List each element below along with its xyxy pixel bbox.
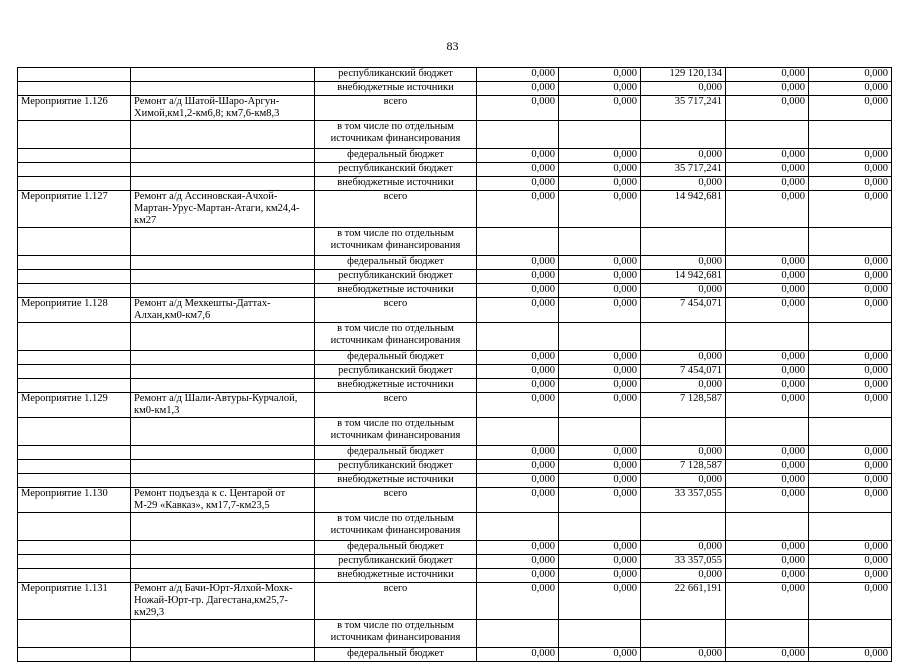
amount-cell: 0,000 — [477, 648, 559, 662]
amount-cell: 0,000 — [726, 365, 809, 379]
amount-cell: 33 357,055 — [641, 488, 726, 513]
amount-cell: 0,000 — [809, 191, 892, 228]
amount-cell: 0,000 — [809, 163, 892, 177]
event-name-cell — [131, 256, 315, 270]
amount-cell: 0,000 — [809, 256, 892, 270]
event-cell — [18, 569, 131, 583]
amount-cell: 0,000 — [559, 256, 641, 270]
amount-cell: 0,000 — [559, 569, 641, 583]
amount-cell: 0,000 — [559, 474, 641, 488]
funding-source-cell: в том числе по отдельным источникам финансирования — [315, 228, 477, 256]
amount-cell: 0,000 — [726, 256, 809, 270]
amount-cell: 0,000 — [809, 488, 892, 513]
event-cell — [18, 256, 131, 270]
amount-cell — [809, 418, 892, 446]
table-row — [18, 393, 892, 418]
amount-cell: 0,000 — [809, 446, 892, 460]
event-name-cell — [131, 541, 315, 555]
amount-cell — [559, 323, 641, 351]
event-cell — [18, 163, 131, 177]
amount-cell: 0,000 — [477, 365, 559, 379]
event-cell — [18, 177, 131, 191]
amount-cell: 0,000 — [726, 488, 809, 513]
amount-cell — [559, 513, 641, 541]
amount-cell: 0,000 — [809, 177, 892, 191]
funding-source-cell: республиканский бюджет — [315, 460, 477, 474]
event-cell — [18, 121, 131, 149]
funding-source-cell: в том числе по отдельным источникам финансирования — [315, 513, 477, 541]
amount-cell: 0,000 — [726, 163, 809, 177]
amount-cell — [726, 121, 809, 149]
amount-cell: 0,000 — [641, 379, 726, 393]
event-name-cell — [131, 68, 315, 82]
amount-cell: 0,000 — [726, 351, 809, 365]
amount-cell: 0,000 — [726, 68, 809, 82]
amount-cell: 0,000 — [477, 351, 559, 365]
amount-cell: 0,000 — [726, 583, 809, 620]
funding-source-cell: внебюджетные источники — [315, 569, 477, 583]
amount-cell: 35 717,241 — [641, 96, 726, 121]
amount-cell: 0,000 — [477, 96, 559, 121]
amount-cell — [809, 121, 892, 149]
table-row — [18, 379, 892, 393]
amount-cell: 0,000 — [477, 460, 559, 474]
table-row — [18, 460, 892, 474]
amount-cell: 0,000 — [477, 474, 559, 488]
amount-cell: 0,000 — [809, 474, 892, 488]
amount-cell: 0,000 — [726, 648, 809, 662]
amount-cell: 0,000 — [726, 379, 809, 393]
event-name-cell — [131, 163, 315, 177]
amount-cell: 0,000 — [559, 68, 641, 82]
funding-source-cell: внебюджетные источники — [315, 379, 477, 393]
amount-cell — [559, 620, 641, 648]
funding-source-cell: всего — [315, 96, 477, 121]
funding-source-cell: федеральный бюджет — [315, 648, 477, 662]
funding-source-cell: в том числе по отдельным источникам финансирования — [315, 323, 477, 351]
amount-cell: 0,000 — [641, 474, 726, 488]
amount-cell: 0,000 — [559, 284, 641, 298]
funding-source-cell: республиканский бюджет — [315, 555, 477, 569]
funding-source-cell: в том числе по отдельным источникам финансирования — [315, 620, 477, 648]
amount-cell — [726, 228, 809, 256]
amount-cell: 0,000 — [641, 648, 726, 662]
amount-cell — [477, 513, 559, 541]
amount-cell: 0,000 — [641, 541, 726, 555]
amount-cell — [477, 121, 559, 149]
event-name: Ремонт а/д Шали-Автуры-Курчалой, км0-км1,3 — [131, 393, 315, 418]
amount-cell: 0,000 — [726, 474, 809, 488]
event-name-cell — [131, 270, 315, 284]
amount-cell: 0,000 — [641, 284, 726, 298]
amount-cell: 0,000 — [726, 555, 809, 569]
funding-source-cell: республиканский бюджет — [315, 365, 477, 379]
amount-cell: 0,000 — [559, 298, 641, 323]
amount-cell: 0,000 — [559, 648, 641, 662]
event-name-cell — [131, 555, 315, 569]
amount-cell — [477, 228, 559, 256]
amount-cell — [559, 228, 641, 256]
amount-cell: 0,000 — [809, 569, 892, 583]
event-name-cell — [131, 379, 315, 393]
amount-cell: 0,000 — [477, 256, 559, 270]
amount-cell: 0,000 — [477, 569, 559, 583]
amount-cell: 33 357,055 — [641, 555, 726, 569]
event-name-cell — [131, 82, 315, 96]
table-row — [18, 583, 892, 620]
event-number: Мероприятие 1.128 — [18, 298, 131, 323]
table-row — [18, 555, 892, 569]
event-cell — [18, 474, 131, 488]
amount-cell: 0,000 — [726, 393, 809, 418]
event-name-cell — [131, 418, 315, 446]
amount-cell: 0,000 — [477, 177, 559, 191]
event-number: Мероприятие 1.131 — [18, 583, 131, 620]
table-row — [18, 474, 892, 488]
amount-cell — [477, 620, 559, 648]
event-name-cell — [131, 648, 315, 662]
table-row — [18, 298, 892, 323]
table-row — [18, 541, 892, 555]
amount-cell: 0,000 — [809, 96, 892, 121]
table-row — [18, 149, 892, 163]
event-cell — [18, 379, 131, 393]
table-row — [18, 365, 892, 379]
amount-cell: 0,000 — [726, 460, 809, 474]
amount-cell: 0,000 — [559, 583, 641, 620]
amount-cell: 0,000 — [726, 96, 809, 121]
amount-cell: 0,000 — [641, 82, 726, 96]
amount-cell: 7 128,587 — [641, 393, 726, 418]
event-name-cell — [131, 460, 315, 474]
event-name-cell — [131, 474, 315, 488]
funding-source-cell: федеральный бюджет — [315, 351, 477, 365]
amount-cell: 35 717,241 — [641, 163, 726, 177]
amount-cell: 0,000 — [477, 446, 559, 460]
event-name: Ремонт а/д Бачи-Юрт-Ялхой-Мохк-Ножай-Юрт-гр. Дагестана,км25,7-км29,3 — [131, 583, 315, 620]
event-cell — [18, 555, 131, 569]
amount-cell: 0,000 — [559, 365, 641, 379]
amount-cell: 0,000 — [477, 163, 559, 177]
amount-cell: 0,000 — [477, 68, 559, 82]
event-number: Мероприятие 1.126 — [18, 96, 131, 121]
funding-source-cell: в том числе по отдельным источникам финансирования — [315, 418, 477, 446]
event-cell — [18, 418, 131, 446]
amount-cell: 0,000 — [726, 446, 809, 460]
amount-cell — [559, 418, 641, 446]
table-row — [18, 513, 892, 541]
table-row — [18, 96, 892, 121]
event-cell — [18, 460, 131, 474]
amount-cell: 0,000 — [477, 379, 559, 393]
event-name: Ремонт подъезда к с. Центарой от М-29 «Кавказ», км17,7-км23,5 — [131, 488, 315, 513]
event-name-cell — [131, 513, 315, 541]
event-cell — [18, 82, 131, 96]
event-name-cell — [131, 228, 315, 256]
amount-cell: 0,000 — [477, 393, 559, 418]
amount-cell: 0,000 — [641, 149, 726, 163]
event-cell — [18, 365, 131, 379]
amount-cell: 0,000 — [641, 446, 726, 460]
amount-cell: 0,000 — [477, 82, 559, 96]
event-number: Мероприятие 1.129 — [18, 393, 131, 418]
amount-cell: 0,000 — [809, 68, 892, 82]
event-cell — [18, 68, 131, 82]
amount-cell: 0,000 — [726, 298, 809, 323]
event-cell — [18, 513, 131, 541]
amount-cell: 0,000 — [809, 82, 892, 96]
amount-cell: 7 454,071 — [641, 298, 726, 323]
table-row — [18, 177, 892, 191]
amount-cell — [726, 620, 809, 648]
amount-cell — [641, 323, 726, 351]
funding-table — [17, 67, 892, 662]
amount-cell: 0,000 — [477, 270, 559, 284]
event-name-cell — [131, 177, 315, 191]
funding-source-cell: федеральный бюджет — [315, 446, 477, 460]
amount-cell: 129 120,134 — [641, 68, 726, 82]
event-name: Ремонт а/д Шатой-Шаро-Аргун-Химой,км1,2-км6,8; км7,6-км8,3 — [131, 96, 315, 121]
table-row — [18, 163, 892, 177]
amount-cell — [641, 620, 726, 648]
amount-cell: 0,000 — [559, 460, 641, 474]
amount-cell: 0,000 — [559, 446, 641, 460]
amount-cell: 0,000 — [726, 270, 809, 284]
event-name-cell — [131, 569, 315, 583]
amount-cell: 0,000 — [477, 298, 559, 323]
amount-cell: 0,000 — [477, 541, 559, 555]
event-cell — [18, 228, 131, 256]
amount-cell: 0,000 — [726, 569, 809, 583]
amount-cell — [641, 121, 726, 149]
amount-cell: 0,000 — [809, 149, 892, 163]
event-name-cell — [131, 446, 315, 460]
funding-source-cell: республиканский бюджет — [315, 270, 477, 284]
amount-cell: 0,000 — [726, 284, 809, 298]
amount-cell — [809, 323, 892, 351]
amount-cell: 0,000 — [809, 270, 892, 284]
funding-source-cell: федеральный бюджет — [315, 256, 477, 270]
funding-source-cell: всего — [315, 393, 477, 418]
table-row — [18, 488, 892, 513]
amount-cell: 0,000 — [726, 177, 809, 191]
amount-cell: 0,000 — [559, 96, 641, 121]
table-row — [18, 446, 892, 460]
amount-cell: 0,000 — [477, 555, 559, 569]
amount-cell: 0,000 — [641, 177, 726, 191]
amount-cell — [641, 418, 726, 446]
event-number: Мероприятие 1.127 — [18, 191, 131, 228]
amount-cell — [726, 323, 809, 351]
amount-cell: 0,000 — [726, 82, 809, 96]
page-number: 83 — [446, 39, 459, 53]
table-row — [18, 284, 892, 298]
event-cell — [18, 351, 131, 365]
amount-cell — [726, 513, 809, 541]
amount-cell: 7 128,587 — [641, 460, 726, 474]
amount-cell: 0,000 — [641, 569, 726, 583]
amount-cell: 0,000 — [559, 541, 641, 555]
amount-cell: 0,000 — [559, 555, 641, 569]
amount-cell: 0,000 — [477, 583, 559, 620]
funding-source-cell: всего — [315, 298, 477, 323]
table-row — [18, 569, 892, 583]
table-row — [18, 256, 892, 270]
table-row — [18, 270, 892, 284]
table-row — [18, 620, 892, 648]
amount-cell: 0,000 — [726, 149, 809, 163]
event-name-cell — [131, 351, 315, 365]
amount-cell: 22 661,191 — [641, 583, 726, 620]
amount-cell: 0,000 — [559, 177, 641, 191]
funding-source-cell: внебюджетные источники — [315, 474, 477, 488]
amount-cell — [809, 513, 892, 541]
funding-source-cell: всего — [315, 191, 477, 228]
event-name: Ремонт а/д Мехкешты-Даттах-Алхан,км0-км7,6 — [131, 298, 315, 323]
amount-cell — [726, 418, 809, 446]
amount-cell — [809, 228, 892, 256]
amount-cell: 0,000 — [809, 351, 892, 365]
event-name-cell — [131, 365, 315, 379]
event-cell — [18, 620, 131, 648]
amount-cell: 0,000 — [809, 648, 892, 662]
amount-cell: 0,000 — [559, 393, 641, 418]
event-cell — [18, 284, 131, 298]
table-row — [18, 191, 892, 228]
funding-source-cell: федеральный бюджет — [315, 149, 477, 163]
amount-cell: 0,000 — [726, 541, 809, 555]
amount-cell: 14 942,681 — [641, 191, 726, 228]
amount-cell: 0,000 — [809, 298, 892, 323]
amount-cell: 0,000 — [809, 284, 892, 298]
amount-cell: 0,000 — [809, 365, 892, 379]
event-name: Ремонт а/д Ассиновская-Ачхой-Мартан-Урус-Мартан-Атаги, км24,4-км27 — [131, 191, 315, 228]
table-row — [18, 82, 892, 96]
amount-cell — [477, 418, 559, 446]
amount-cell: 0,000 — [559, 351, 641, 365]
amount-cell: 0,000 — [641, 351, 726, 365]
table-row — [18, 323, 892, 351]
funding-source-cell: республиканский бюджет — [315, 68, 477, 82]
funding-source-cell: федеральный бюджет — [315, 541, 477, 555]
table-row — [18, 418, 892, 446]
event-number: Мероприятие 1.130 — [18, 488, 131, 513]
amount-cell: 14 942,681 — [641, 270, 726, 284]
funding-source-cell: в том числе по отдельным источникам финансирования — [315, 121, 477, 149]
event-cell — [18, 541, 131, 555]
amount-cell: 0,000 — [809, 555, 892, 569]
amount-cell: 0,000 — [809, 379, 892, 393]
table-row — [18, 228, 892, 256]
amount-cell: 0,000 — [809, 541, 892, 555]
event-cell — [18, 323, 131, 351]
funding-source-cell: всего — [315, 583, 477, 620]
funding-source-cell: республиканский бюджет — [315, 163, 477, 177]
amount-cell: 0,000 — [477, 191, 559, 228]
amount-cell — [641, 513, 726, 541]
amount-cell: 0,000 — [559, 149, 641, 163]
funding-source-cell: внебюджетные источники — [315, 284, 477, 298]
amount-cell: 0,000 — [559, 191, 641, 228]
funding-source-cell: внебюджетные источники — [315, 177, 477, 191]
amount-cell — [809, 620, 892, 648]
amount-cell: 0,000 — [477, 284, 559, 298]
event-name-cell — [131, 149, 315, 163]
table-row — [18, 68, 892, 82]
event-cell — [18, 446, 131, 460]
amount-cell: 0,000 — [559, 488, 641, 513]
amount-cell: 0,000 — [559, 82, 641, 96]
event-name-cell — [131, 620, 315, 648]
table-row — [18, 121, 892, 149]
amount-cell — [559, 121, 641, 149]
amount-cell: 0,000 — [559, 270, 641, 284]
amount-cell: 0,000 — [726, 191, 809, 228]
event-name-cell — [131, 323, 315, 351]
funding-source-cell: всего — [315, 488, 477, 513]
amount-cell: 7 454,071 — [641, 365, 726, 379]
event-cell — [18, 149, 131, 163]
funding-source-cell: внебюджетные источники — [315, 82, 477, 96]
amount-cell: 0,000 — [477, 149, 559, 163]
event-name-cell — [131, 284, 315, 298]
amount-cell: 0,000 — [809, 460, 892, 474]
amount-cell: 0,000 — [559, 379, 641, 393]
event-cell — [18, 648, 131, 662]
amount-cell — [477, 323, 559, 351]
amount-cell: 0,000 — [809, 583, 892, 620]
table-row — [18, 648, 892, 662]
event-cell — [18, 270, 131, 284]
amount-cell: 0,000 — [641, 256, 726, 270]
amount-cell: 0,000 — [477, 488, 559, 513]
amount-cell: 0,000 — [559, 163, 641, 177]
event-name-cell — [131, 121, 315, 149]
amount-cell — [641, 228, 726, 256]
amount-cell: 0,000 — [809, 393, 892, 418]
table-row — [18, 351, 892, 365]
